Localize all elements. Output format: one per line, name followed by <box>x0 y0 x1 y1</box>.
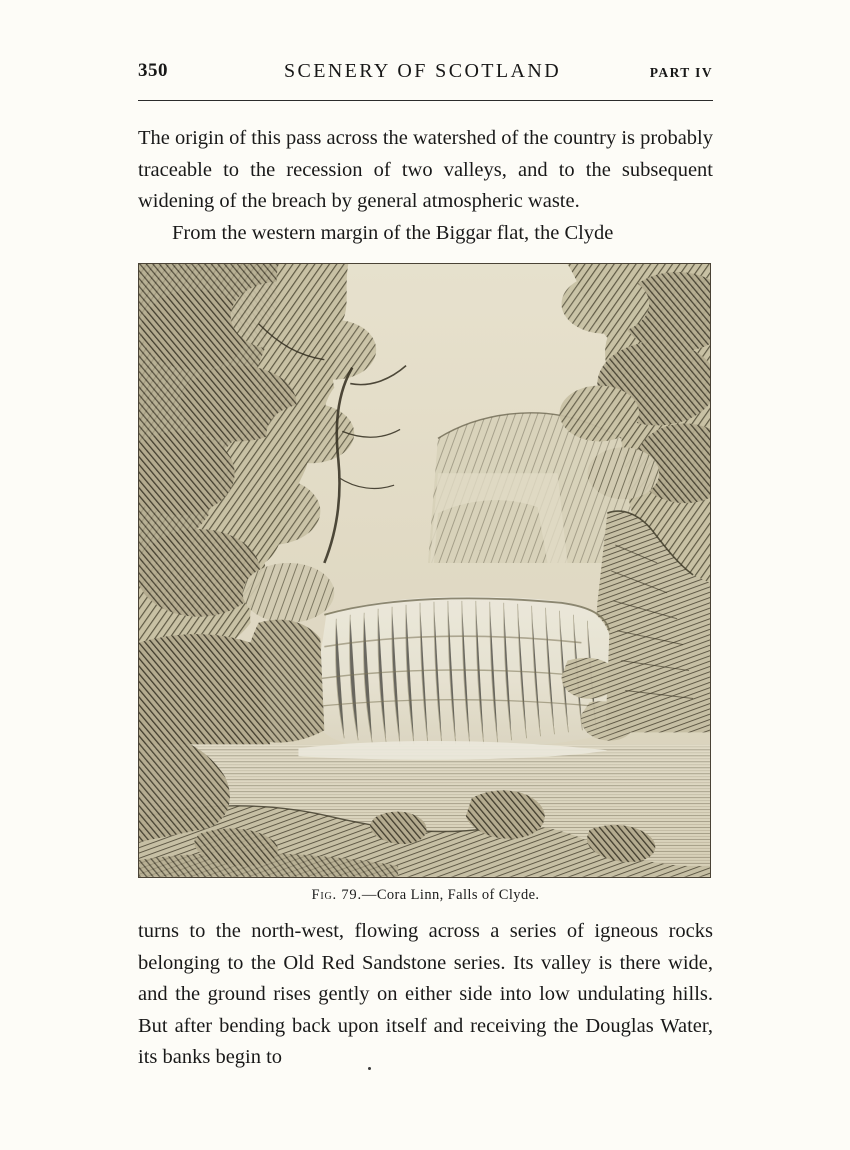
waterfall-engraving <box>139 264 710 877</box>
page-content-block <box>138 60 713 1074</box>
figure-plate <box>138 263 713 904</box>
running-title: SCENERY OF SCOTLAND <box>283 60 562 82</box>
paragraph-2: From the western margin of the Biggar flat, the Clyde <box>172 221 614 244</box>
running-head <box>138 60 713 101</box>
paragraph-3: turns to the north-west, flowing across a series of igneous rocks belonging to the Old Red Sandstone series. Its valley is there wide, and the ground rises gently on either side into low undulating hills. But after bending back upon itself and receiving the Douglas Water, its banks begin to <box>138 920 713 1068</box>
figure-caption <box>138 887 713 904</box>
body-text-bottom <box>138 916 713 1074</box>
figure-label: Fig. 79. <box>311 887 362 903</box>
body-text-top <box>138 123 713 249</box>
ink-speck <box>368 1067 371 1070</box>
page-number: 350 <box>138 60 168 81</box>
figure-caption-text: —Cora Linn, Falls of Clyde. <box>361 887 540 903</box>
paragraph-1: The origin of this pass across the watershed of the country is probably traceable to the recession of two valleys, and to the subsequent widening of the breach by general atmospheric waste. <box>138 127 714 212</box>
part-label: PART IV <box>649 65 713 80</box>
engraving-frame <box>138 263 711 878</box>
